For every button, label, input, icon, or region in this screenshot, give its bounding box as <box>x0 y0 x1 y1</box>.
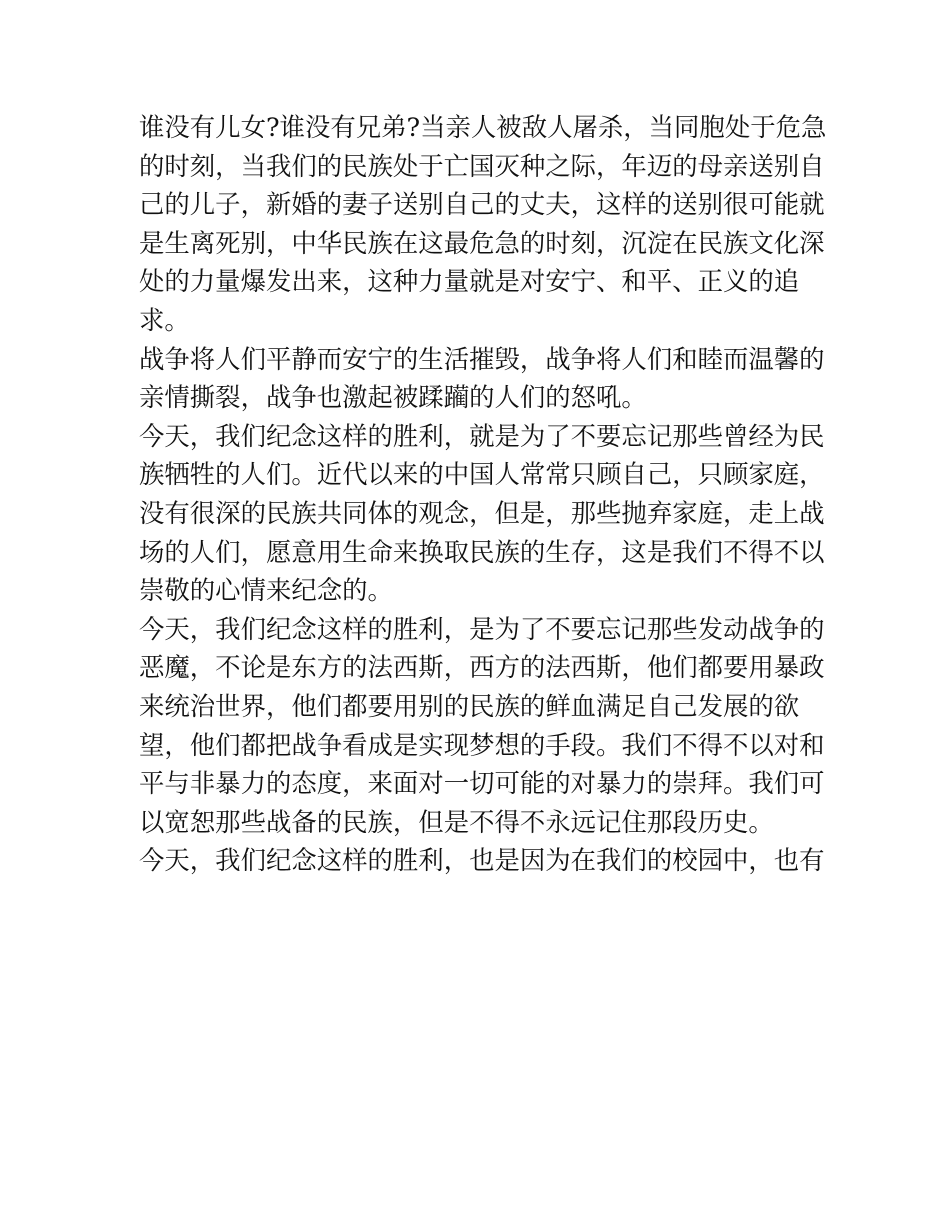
text-line: 没有很深的民族共同体的观念，但是，那些抛弃家庭，走上战 <box>139 497 825 528</box>
paragraph <box>139 340 829 417</box>
text-line: 平与非暴力的态度，来面对一切可能的对暴力的崇拜。我们可 <box>139 768 825 799</box>
text-line: 今天，我们纪念这样的胜利，也是因为在我们的校园中，也有 <box>139 845 825 876</box>
text-line: 战争将人们平静而安宁的生活摧毁，战争将人们和睦而温馨的 <box>139 343 825 374</box>
text-line: 今天，我们纪念这样的胜利，就是为了不要忘记那些曾经为民 <box>139 420 825 451</box>
text-line: 求。 <box>139 304 190 335</box>
text-line: 是生离死别，中华民族在这最危急的时刻，沉淀在民族文化深 <box>139 227 825 258</box>
text-line: 崇敬的心情来纪念的。 <box>139 575 393 606</box>
paragraph <box>139 108 829 340</box>
text-line: 谁没有儿女?谁没有兄弟?当亲人被敌人屠杀，当同胞处于危急 <box>139 112 827 142</box>
text-line: 亲情撕裂，战争也激起被蹂躏的人们的怒吼。 <box>139 382 647 413</box>
text-line: 来统治世界，他们都要用别的民族的鲜血满足自己发展的欲 <box>139 690 800 721</box>
text-line: 今天，我们纪念这样的胜利，是为了不要忘记那些发动战争的 <box>139 613 825 644</box>
text-line: 场的人们，愿意用生命来换取民族的生存，这是我们不得不以 <box>139 536 825 567</box>
text-line: 望，他们都把战争看成是实现梦想的手段。我们不得不以对和 <box>139 729 825 760</box>
text-line: 以宽恕那些战备的民族，但是不得不永远记住那段历史。 <box>139 806 774 837</box>
text-line: 处的力量爆发出来，这种力量就是对安宁、和平、正义的追 <box>139 266 800 297</box>
text-line: 恶魔，不论是东方的法西斯，西方的法西斯，他们都要用暴政 <box>139 652 825 683</box>
document-body <box>139 108 829 880</box>
text-line: 的时刻，当我们的民族处于亡国灭种之际，年迈的母亲送别自 <box>139 150 825 181</box>
paragraph <box>139 841 829 880</box>
text-line: 族牺牲的人们。近代以来的中国人常常只顾自己，只顾家庭， <box>139 459 825 490</box>
text-line: 己的儿子，新婚的妻子送别自己的丈夫，这样的送别很可能就 <box>139 189 825 220</box>
paragraph <box>139 610 829 842</box>
paragraph <box>139 417 829 610</box>
